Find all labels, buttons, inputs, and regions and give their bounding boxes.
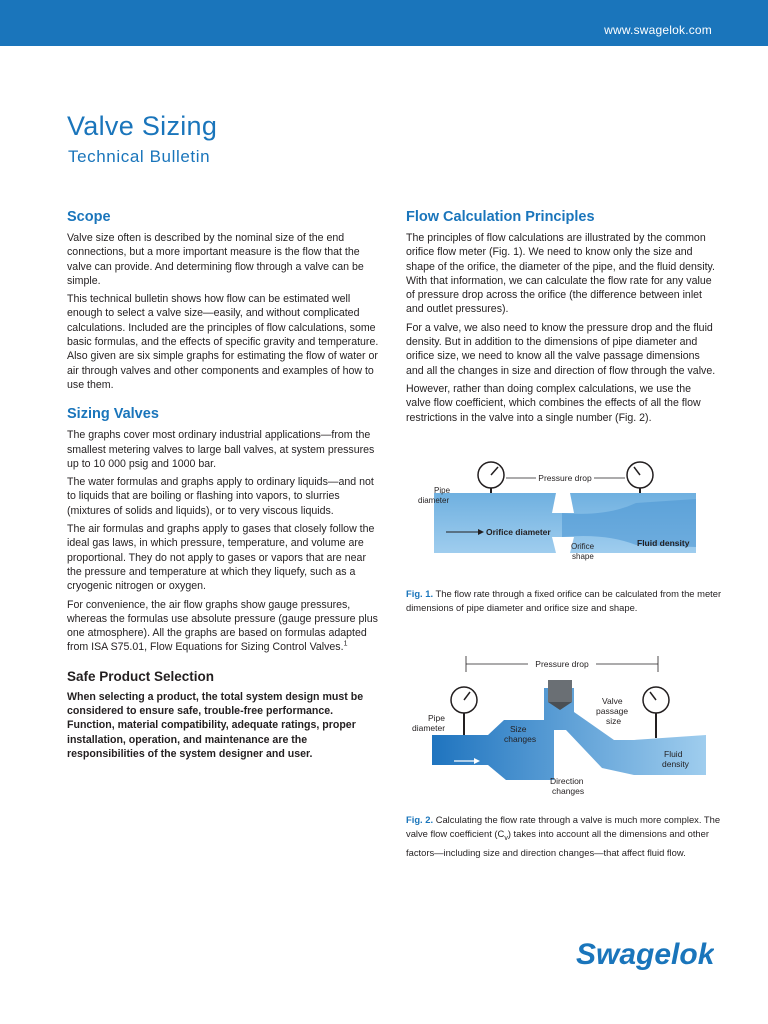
swagelok-logo (574, 932, 714, 976)
flow-paragraph-1: The principles of flow calculations are illustrated by the common orifice flow meter (Fig. 1). We need to know only the size and shape of the orifice, the diameter of the pipe, and the fluid density. With that information, we can calculate the flow rate for any value of pressure drop across the orifice (the difference between inlet and outlet pressures). (406, 232, 715, 316)
fig1-orifice-diameter-label: Orifice diameter (486, 527, 551, 537)
fig2-caption-label: Fig. 2. (406, 814, 434, 825)
flow-paragraph-2: For a valve, we also need to know the pressure drop and the fluid density. But in addition to the dimensions of pipe diameter and orifice size, we need to know all the valve passage dimensions and all the changes in size and direction of flow through the valve. (406, 321, 716, 377)
sizing-valves-heading: Sizing Valves (67, 406, 159, 423)
right-column (406, 209, 718, 429)
swagelok-logo-text: Swagelok (576, 938, 714, 971)
sizing-paragraph-1: The graphs cover most ordinary industrial applications—from the smallest metering valves to large ball valves, at system pressures up to 10 000 psig and 1000 bar. (67, 429, 375, 470)
fig1-orifice-diagram (406, 455, 706, 575)
page-subtitle: Technical Bulletin (68, 147, 211, 166)
flow-paragraph-3: However, rather than doing complex calculations, we use the valve flow coefficient, which combines the effects of all the flow restrictions in the valve into a single number (Fig. 2). (406, 382, 701, 424)
fig2-caption-text-1: Calculating the flow rate through a valve is much more complex. The valve flow coefficient (C (406, 814, 721, 839)
sizing-paragraph-4-text: For convenience, the air flow graphs show gauge pressures, whereas the formulas use absolute pressure (gauge pressure plus one atmosphere). All the graphs are based on formulas adapted from ISA S75.01, Flow Equations for Sizing Control Valves. (67, 598, 378, 654)
fig2-size-label: Size (510, 724, 527, 734)
flow-principles-heading: Flow Calculation Principles (406, 209, 595, 225)
fig2-caption-subscript: v (504, 834, 508, 842)
fig1-pipe-label: Pipe (434, 486, 451, 495)
fig1-diameter-label: diameter (418, 496, 450, 505)
scope-heading: Scope (67, 209, 111, 225)
fig1-shape-label: shape (572, 552, 594, 561)
footnote-mark: 1 (343, 640, 348, 648)
safe-selection-heading: Safe Product Selection (67, 668, 215, 684)
fig2-size2-label: size (606, 716, 622, 726)
fig2-valve-diagram (406, 650, 716, 810)
fig2-valve-label: Valve (602, 696, 623, 706)
left-column (67, 209, 379, 765)
fig1-fluid-density-label: Fluid density (637, 538, 690, 548)
fig2-density-label: density (662, 759, 689, 769)
fig2-changes2-label: changes (552, 786, 585, 796)
sizing-paragraph-2: The water formulas and graphs apply to ordinary liquids—and not to liquids that are boiling or flashing into vapors, to slurries (mixtures of solids and liquids), or to very viscous liquids. (67, 476, 374, 517)
fig2-passage-label: passage (596, 706, 629, 716)
fig1-caption-text: The flow rate through a fixed orifice can be calculated from the meter dimensions of pipe diameter and orifice size and shape. (406, 588, 722, 613)
fig1-pressure-drop-label: Pressure drop (538, 473, 592, 483)
scope-paragraph-1: Valve size often is described by the nominal size of the end connections, but a more important measure is the flow that the valve can provide. And determining flow through a valve can be simple. (67, 232, 364, 287)
fig2-fluid-label: Fluid (664, 749, 683, 759)
scope-paragraph-2: This technical bulletin shows how flow can be estimated well enough to select a valve size—easily, and without complicated calculations. Included are the principles of flow calculations, some basic formulas, and the effects of specific gravity and temperature. Also given are six simple graphs for estimating the flow of water or air through valves and other components and examples of how to use them. (67, 293, 379, 391)
fig2-direction-label: Direction (550, 776, 584, 786)
safe-selection-paragraph: When selecting a product, the total system design must be considered to ensure safe, trouble-free performance. Function, material compatibility, adequate ratings, proper installation, operation, and maintenance are the responsibilities of the system designer and user. (67, 690, 364, 760)
sizing-paragraph-4 (67, 598, 379, 655)
website-link[interactable]: www.swagelok.com (604, 23, 712, 37)
fig1-orifice-label: Orifice (571, 542, 595, 551)
sizing-paragraph-3: The air formulas and graphs apply to gases that closely follow the ideal gas laws, in which pressure, temperature, and volume are proportional. They do not apply to gases or vapors that are near the pressure and temperature at which they liquefy, such as a cryogenic nitrogen or oxygen. (67, 523, 375, 593)
fig2-pipe-label: Pipe (428, 713, 446, 723)
fig2-changes-label: changes (504, 734, 537, 744)
fig2-caption (406, 813, 722, 860)
fig2-caption-text-2: ) takes into account all the dimensions and other factors—including size and direction changes—that affect fluid flow. (406, 828, 709, 858)
fig2-pressure-drop-label: Pressure drop (535, 659, 589, 669)
fig2-valve-stem (548, 680, 572, 702)
page-title: Valve Sizing (67, 111, 218, 141)
fig2-diameter-label: diameter (412, 723, 446, 733)
fig1-caption (406, 587, 722, 615)
fig1-caption-label: Fig. 1. (406, 588, 434, 599)
top-banner (0, 0, 768, 46)
